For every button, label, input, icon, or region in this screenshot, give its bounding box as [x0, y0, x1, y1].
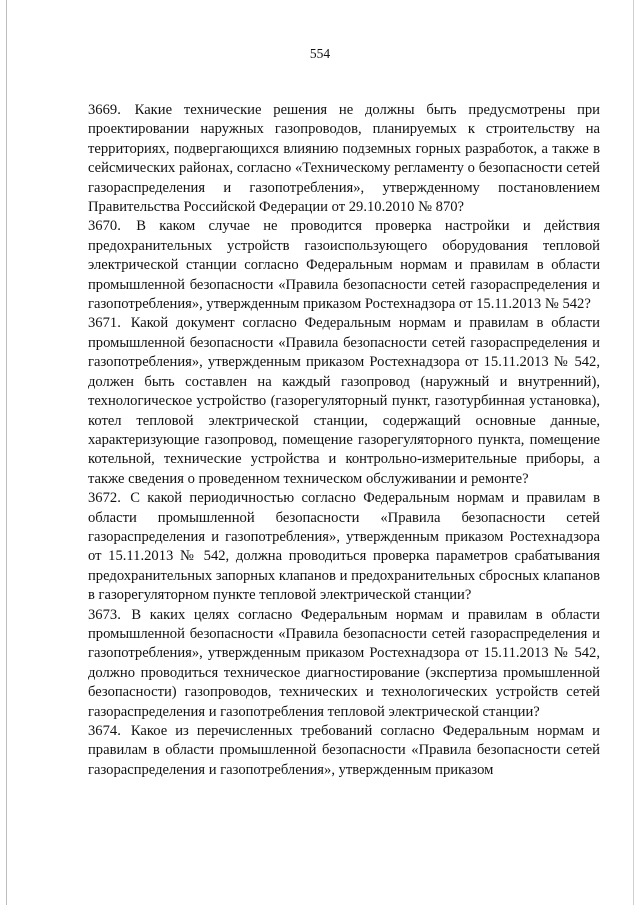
question-text: Какие технические решения не должны быть предусмотрены при проектировании наружных газопроводов, планируемых к строительству на территориях, подвергающихся влиянию подземных горных разработок, а также в сейсмических районах, согласно «Техническому регламенту о безопасности сетей газораспределения и газопотребления», утвержденному постановлением Правительства Российской Федерации от 29.10.2010 № 870?: [88, 102, 600, 216]
question-paragraph: [88, 101, 600, 217]
question-paragraph: [88, 489, 600, 605]
question-number: 3673.: [88, 606, 121, 623]
question-number: 3670.: [88, 218, 121, 235]
question-text: Какой документ согласно Федеральным нормам и правилам в области промышленной безопасности «Правила безопасности сетей газораспределения и газопотребления», утвержденным приказом Ростехнадзора от 15.11.2013 № 542, должен быть составлен на каждый газопровод (наружный и внутренний), технологическое устройство (газорегуляторный пункт, газотурбинная установка), котел тепловой электрической станции, содержащий основные данные, характеризующие газопровод, помещение газорегуляторного пункта, помещение котельной, технические устройства и контрольно-измерительные приборы, а также сведения о проведенном техническом обслуживании и ремонте?: [88, 315, 600, 487]
question-text: С какой периодичностью согласно Федеральным нормам и правилам в области промышленной безопасности «Правила безопасности сетей газораспределения и газопотребления», утвержденным приказом Ростехнадзора от 15.11.2013 № 542, должна проводиться проверка параметров срабатывания предохранительных запорных клапанов и предохранительных сбросных клапанов в газорегуляторном пункте тепловой электрической станции?: [88, 490, 601, 604]
question-number: 3672.: [88, 490, 121, 507]
question-number: 3671.: [88, 315, 121, 332]
question-paragraph: [88, 217, 600, 314]
question-number: 3669.: [88, 102, 121, 118]
question-text: В каком случае не проводится проверка настройки и действия предохранительных устройств газоиспользующего оборудования тепловой электрической станции согласно Федеральным нормам и правилам в области промышленной безопасности «Правила безопасности сетей газораспределения и газопотребления», утвержденным приказом Ростехнадзора от 15.11.2013 № 542?: [88, 218, 600, 313]
question-text: Какое из перечисленных требований согласно Федеральным нормам и правилам в области промышленной безопасности «Правила безопасности сетей газораспределения и газопотребления», утвержденным приказом: [88, 723, 600, 778]
question-paragraph: [88, 606, 600, 722]
document-body: [88, 101, 600, 780]
scan-edge-left: [6, 0, 7, 905]
question-paragraph: [88, 722, 600, 780]
page-number: 554: [309, 46, 331, 61]
question-number: 3674.: [88, 723, 121, 739]
scan-edge-right: [633, 0, 634, 905]
question-paragraph: [88, 314, 600, 489]
question-text: В каких целях согласно Федеральным нормам и правилам в области промышленной безопасности «Правила безопасности сетей газораспределения и газопотребления», утвержденным приказом Ростехнадзора от 15.11.2013 № 542, должно проводиться техническое диагностирование (экспертиза промышленной безопасности) газопроводов, технических и технологических устройств сетей газораспределения и газопотребления тепловой электрической станции?: [88, 606, 600, 720]
